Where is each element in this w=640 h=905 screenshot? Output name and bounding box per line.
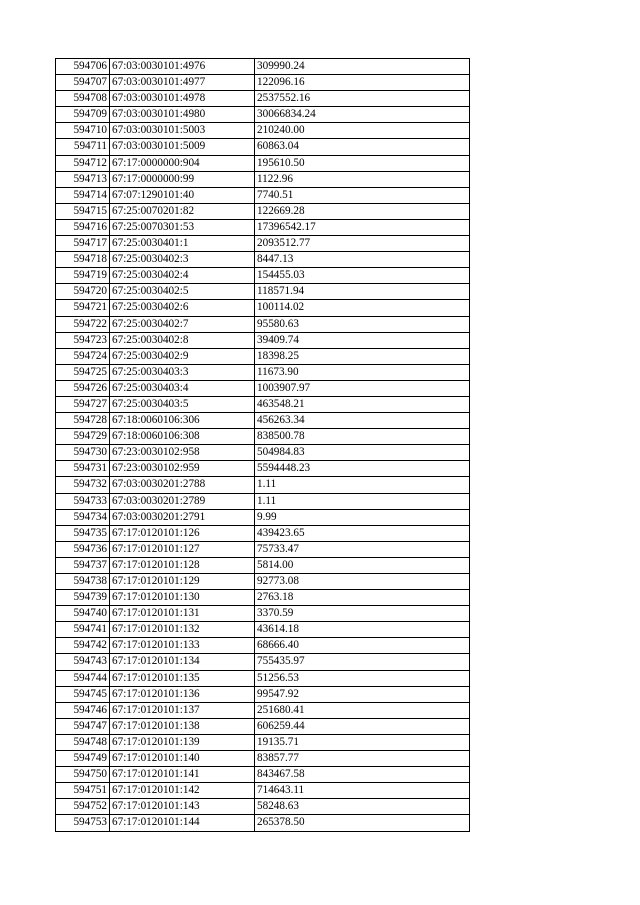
table-row [56,413,470,429]
value-cell: 5814.00 [255,557,470,573]
table-row [56,783,470,799]
table-row [56,461,470,477]
value-cell: 122096.16 [255,75,470,91]
row-number-cell: 594738 [56,574,110,590]
table-row [56,590,470,606]
cadastral-number-cell: 67:03:0030101:4976 [110,59,255,75]
row-number-cell: 594718 [56,252,110,268]
cadastral-number-cell: 67:03:0030201:2788 [110,477,255,493]
table-row [56,252,470,268]
row-number-cell: 594747 [56,718,110,734]
cadastral-number-cell: 67:25:0030402:4 [110,268,255,284]
table-row [56,815,470,831]
value-cell: 39409.74 [255,332,470,348]
table-row [56,316,470,332]
row-number-cell: 594714 [56,187,110,203]
table-row [56,396,470,412]
table-row [56,477,470,493]
cadastral-number-cell: 67:17:0120101:143 [110,799,255,815]
row-number-cell: 594723 [56,332,110,348]
row-number-cell: 594726 [56,380,110,396]
value-cell: 17396542.17 [255,219,470,235]
value-cell: 2537552.16 [255,91,470,107]
cadastral-number-cell: 67:25:0070301:53 [110,219,255,235]
cadastral-number-cell: 67:25:0030402:5 [110,284,255,300]
value-cell: 122669.28 [255,203,470,219]
value-cell: 755435.97 [255,654,470,670]
cadastral-number-cell: 67:25:0030402:8 [110,332,255,348]
table-row [56,622,470,638]
value-cell: 714643.11 [255,783,470,799]
value-cell: 83857.77 [255,751,470,767]
table-row [56,123,470,139]
cadastral-number-cell: 67:03:0030101:4977 [110,75,255,91]
cadastral-number-cell: 67:17:0120101:139 [110,734,255,750]
row-number-cell: 594752 [56,799,110,815]
cadastral-number-cell: 67:03:0030101:5009 [110,139,255,155]
value-cell: 51256.53 [255,670,470,686]
table-row [56,445,470,461]
cadastral-number-cell: 67:23:0030102:959 [110,461,255,477]
table-row [56,429,470,445]
row-number-cell: 594715 [56,203,110,219]
row-number-cell: 594711 [56,139,110,155]
row-number-cell: 594744 [56,670,110,686]
value-cell: 154455.03 [255,268,470,284]
table-row [56,203,470,219]
cadastral-number-cell: 67:07:1290101:40 [110,187,255,203]
value-cell: 30066834.24 [255,107,470,123]
table-row [56,348,470,364]
row-number-cell: 594706 [56,59,110,75]
row-number-cell: 594728 [56,413,110,429]
row-number-cell: 594709 [56,107,110,123]
cadastral-number-cell: 67:03:0030101:4978 [110,91,255,107]
value-cell: 8447.13 [255,252,470,268]
value-cell: 606259.44 [255,718,470,734]
table-row [56,525,470,541]
value-cell: 2093512.77 [255,236,470,252]
row-number-cell: 594731 [56,461,110,477]
value-cell: 43614.18 [255,622,470,638]
cadastral-number-cell: 67:25:0030402:9 [110,348,255,364]
cadastral-number-cell: 67:25:0030403:5 [110,396,255,412]
table-row [56,509,470,525]
cadastral-number-cell: 67:17:0120101:130 [110,590,255,606]
table-row [56,718,470,734]
table-row [56,493,470,509]
cadastral-number-cell: 67:25:0030402:6 [110,300,255,316]
cadastral-number-cell: 67:17:0120101:142 [110,783,255,799]
value-cell: 1.11 [255,493,470,509]
value-cell: 118571.94 [255,284,470,300]
row-number-cell: 594742 [56,638,110,654]
row-number-cell: 594753 [56,815,110,831]
value-cell: 3370.59 [255,606,470,622]
row-number-cell: 594739 [56,590,110,606]
table-row [56,171,470,187]
table-row [56,155,470,171]
value-cell: 195610.50 [255,155,470,171]
row-number-cell: 594746 [56,702,110,718]
table-row [56,670,470,686]
table-row [56,380,470,396]
row-number-cell: 594751 [56,783,110,799]
row-number-cell: 594721 [56,300,110,316]
row-number-cell: 594716 [56,219,110,235]
value-cell: 504984.83 [255,445,470,461]
value-cell: 60863.04 [255,139,470,155]
cadastral-number-cell: 67:17:0120101:131 [110,606,255,622]
table-row [56,686,470,702]
value-cell: 838500.78 [255,429,470,445]
table-row [56,557,470,573]
row-number-cell: 594741 [56,622,110,638]
cadastral-number-cell: 67:03:0030201:2789 [110,493,255,509]
table-row [56,364,470,380]
table-row [56,139,470,155]
row-number-cell: 594736 [56,541,110,557]
cadastral-number-cell: 67:17:0120101:127 [110,541,255,557]
row-number-cell: 594717 [56,236,110,252]
row-number-cell: 594720 [56,284,110,300]
table-row [56,187,470,203]
value-cell: 1122.96 [255,171,470,187]
table-row [56,606,470,622]
value-cell: 9.99 [255,509,470,525]
cadastral-number-cell: 67:17:0120101:136 [110,686,255,702]
table-row [56,654,470,670]
table-row [56,59,470,75]
table-row [56,574,470,590]
row-number-cell: 594734 [56,509,110,525]
cadastral-number-cell: 67:17:0120101:132 [110,622,255,638]
cadastral-number-cell: 67:03:0030101:4980 [110,107,255,123]
table-row [56,638,470,654]
row-number-cell: 594743 [56,654,110,670]
row-number-cell: 594729 [56,429,110,445]
value-cell: 100114.02 [255,300,470,316]
table-body [56,59,470,832]
value-cell: 95580.63 [255,316,470,332]
value-cell: 75733.47 [255,541,470,557]
value-cell: 99547.92 [255,686,470,702]
cadastral-number-cell: 67:23:0030102:958 [110,445,255,461]
cadastral-value-table [55,58,470,832]
table-row [56,799,470,815]
table-row [56,107,470,123]
cadastral-number-cell: 67:17:0120101:134 [110,654,255,670]
value-cell: 92773.08 [255,574,470,590]
cadastral-number-cell: 67:17:0120101:141 [110,767,255,783]
value-cell: 18398.25 [255,348,470,364]
row-number-cell: 594712 [56,155,110,171]
table-row [56,332,470,348]
table-row [56,91,470,107]
cadastral-number-cell: 67:17:0120101:126 [110,525,255,541]
row-number-cell: 594724 [56,348,110,364]
value-cell: 1.11 [255,477,470,493]
table-row [56,219,470,235]
row-number-cell: 594727 [56,396,110,412]
cadastral-number-cell: 67:25:0030402:3 [110,252,255,268]
row-number-cell: 594707 [56,75,110,91]
table-row [56,75,470,91]
cadastral-number-cell: 67:17:0000000:99 [110,171,255,187]
value-cell: 843467.58 [255,767,470,783]
cadastral-number-cell: 67:17:0120101:135 [110,670,255,686]
value-cell: 5594448.23 [255,461,470,477]
value-cell: 463548.21 [255,396,470,412]
cadastral-number-cell: 67:03:0030201:2791 [110,509,255,525]
row-number-cell: 594745 [56,686,110,702]
table-row [56,751,470,767]
row-number-cell: 594733 [56,493,110,509]
table-row [56,236,470,252]
row-number-cell: 594725 [56,364,110,380]
value-cell: 58248.63 [255,799,470,815]
table-row [56,268,470,284]
row-number-cell: 594732 [56,477,110,493]
cadastral-number-cell: 67:18:0060106:306 [110,413,255,429]
cadastral-number-cell: 67:17:0120101:137 [110,702,255,718]
value-cell: 68666.40 [255,638,470,654]
cadastral-number-cell: 67:25:0030401:1 [110,236,255,252]
cadastral-number-cell: 67:03:0030101:5003 [110,123,255,139]
row-number-cell: 594722 [56,316,110,332]
table-row [56,734,470,750]
value-cell: 251680.41 [255,702,470,718]
row-number-cell: 594737 [56,557,110,573]
cadastral-number-cell: 67:17:0120101:129 [110,574,255,590]
table-row [56,284,470,300]
cadastral-number-cell: 67:25:0030403:3 [110,364,255,380]
row-number-cell: 594748 [56,734,110,750]
value-cell: 2763.18 [255,590,470,606]
row-number-cell: 594708 [56,91,110,107]
row-number-cell: 594740 [56,606,110,622]
table-row [56,702,470,718]
cadastral-number-cell: 67:17:0120101:128 [110,557,255,573]
row-number-cell: 594749 [56,751,110,767]
cadastral-number-cell: 67:17:0120101:138 [110,718,255,734]
row-number-cell: 594735 [56,525,110,541]
value-cell: 210240.00 [255,123,470,139]
table-row [56,767,470,783]
table-row [56,541,470,557]
row-number-cell: 594710 [56,123,110,139]
cadastral-number-cell: 67:17:0120101:133 [110,638,255,654]
value-cell: 265378.50 [255,815,470,831]
row-number-cell: 594713 [56,171,110,187]
value-cell: 11673.90 [255,364,470,380]
value-cell: 309990.24 [255,59,470,75]
cadastral-number-cell: 67:25:0030403:4 [110,380,255,396]
cadastral-number-cell: 67:17:0120101:140 [110,751,255,767]
table-row [56,300,470,316]
row-number-cell: 594719 [56,268,110,284]
cadastral-number-cell: 67:18:0060106:308 [110,429,255,445]
value-cell: 7740.51 [255,187,470,203]
cadastral-number-cell: 67:17:0000000:904 [110,155,255,171]
cadastral-number-cell: 67:17:0120101:144 [110,815,255,831]
cadastral-number-cell: 67:25:0070201:82 [110,203,255,219]
cadastral-number-cell: 67:25:0030402:7 [110,316,255,332]
value-cell: 439423.65 [255,525,470,541]
value-cell: 19135.71 [255,734,470,750]
value-cell: 456263.34 [255,413,470,429]
value-cell: 1003907.97 [255,380,470,396]
row-number-cell: 594750 [56,767,110,783]
row-number-cell: 594730 [56,445,110,461]
